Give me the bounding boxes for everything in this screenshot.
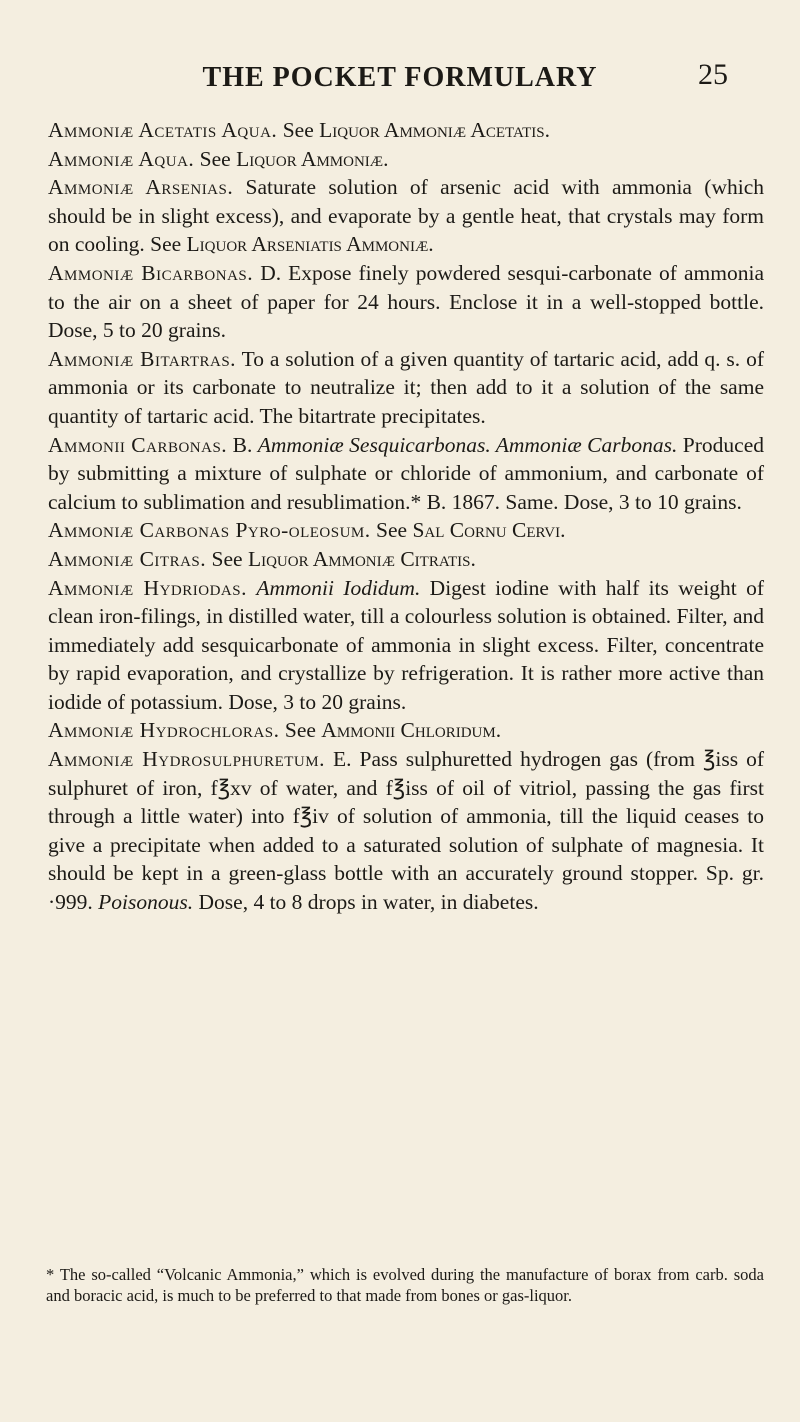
entry-synonyms: Ammonii Iodidum.: [256, 575, 421, 600]
entry-head: Ammoniæ Bitartras.: [48, 346, 237, 371]
entry-ammoniae-aqua: [46, 145, 764, 174]
entry-ammoniae-citras: [46, 545, 764, 574]
entry-head: Ammoniæ Arsenias.: [48, 175, 234, 200]
cross-reference: Sal Cornu Cervi.: [412, 518, 566, 543]
entry-text: See: [206, 546, 248, 571]
entry-head: Ammoniæ Bicarbonas.: [48, 260, 254, 285]
page-header: [0, 52, 800, 102]
cross-reference: Liquor Ammoniæ Acetatis.: [319, 118, 551, 142]
page-number: 25: [698, 58, 728, 91]
entry-source: [247, 576, 256, 600]
entry-synonyms: Ammoniæ Sesquicarbonas. Ammoniæ Carbonas.: [257, 432, 678, 457]
entry-head: Ammonii Carbonas.: [48, 432, 228, 457]
entry-warning: Poisonous.: [98, 890, 194, 915]
entry-source: B.: [227, 432, 258, 457]
formulary-entries: [46, 116, 764, 917]
entry-head: Ammoniæ Acetatis Aqua.: [48, 118, 278, 142]
cross-reference: Liquor Ammoniæ.: [236, 146, 389, 171]
entry-ammoniae-bitartras: [46, 345, 764, 431]
entry-text: Digest iodine with half its weight of clean iron-filings, in distilled water, till a colourless solution is obtained. Filter, and immediately add sesquicarbonate of ammonia in slight excess. Filter, concentrate by rapid evaporation, and crystallize by refrigeration. It is rather more active than iodide of potassium. Dose, 3 to 20 grains.: [48, 575, 765, 714]
entry-ammoniae-hydrosulphuretum: [46, 745, 764, 917]
entry-ammonii-carbonas: [46, 431, 764, 517]
entry-text: D. Expose finely powdered sesqui-carbonate of ammonia to the air on a sheet of paper for 24 hours. Enclose it in a well-stopped bottle. Dose, 5 to 20 grains.: [48, 260, 764, 343]
entry-ammoniae-hydriodas: [46, 574, 764, 717]
entry-head: Ammoniæ Hydrochloras.: [48, 718, 280, 743]
entry-ammoniae-bicarbonas: [46, 259, 764, 345]
entry-text: See: [370, 518, 413, 543]
entry-head: Ammoniæ Hydrosulphuretum.: [48, 747, 325, 772]
entry-ammoniae-acetatis-aqua: [46, 116, 764, 145]
entry-text: See: [277, 118, 320, 142]
entry-text: See: [279, 718, 322, 743]
entry-ammoniae-hydrochloras: [46, 716, 764, 745]
cross-reference: Liquor Arseniatis Ammoniæ.: [186, 232, 434, 257]
entry-head: Ammoniæ Carbonas Pyro-oleosum.: [48, 518, 371, 543]
entry-text: See: [194, 146, 237, 171]
running-title: THE POCKET FORMULARY: [202, 62, 598, 93]
cross-reference: Liquor Ammoniæ Citratis.: [247, 546, 476, 571]
entry-text: Produced by submitting a mixture of sulphate or chloride of ammonium, and carbonate of calcium to sublimation and resublimation.* B. 1867. Same. Dose, 3 to 10 grains.: [48, 432, 764, 514]
entry-text: To a solution of a given quantity of tartaric acid, add q. s. of ammonia or its carbonate to neutralize it; then add to it a solution of the same quantity of tartaric acid. The bitartrate precipitates.: [48, 346, 764, 428]
entry-head: Ammoniæ Aqua.: [48, 146, 195, 171]
entry-text: Saturate solution of arsenic acid with ammonia (which should be in slight excess), and evaporate by a gentle heat, that crystals may form on cooling. See: [48, 175, 764, 257]
entry-head: Ammoniæ Hydriodas.: [48, 575, 247, 600]
footnote: * The so-called “Volcanic Ammonia,” which is evolved during the manufacture of borax from carb. soda and boracic acid, is much to be preferred to that made from bones or gas-liquor.: [46, 1265, 764, 1305]
cross-reference: Ammonii Chloridum.: [321, 718, 502, 743]
entry-ammoniae-carbonas-pyro-oleosum: [46, 516, 764, 545]
entry-text: E. Pass sulphuretted hydrogen gas (from ℥iss of sulphuret of iron, f℥xv of water, and f℥iss of oil of vitriol, passing the gas first through a little water) into f℥iv of solution of ammonia, till the liquid ceases to give a precipitate when added to a saturated solution of sulphate of magnesia. It should be kept in a green-glass bottle with an accurately ground stopper. Sp. gr. ·999.: [48, 747, 764, 915]
entry-dose: Dose, 4 to 8 drops in water, in diabetes.: [193, 890, 539, 915]
entry-ammoniae-arsenias: [46, 173, 764, 259]
entry-head: Ammoniæ Citras.: [48, 546, 207, 571]
